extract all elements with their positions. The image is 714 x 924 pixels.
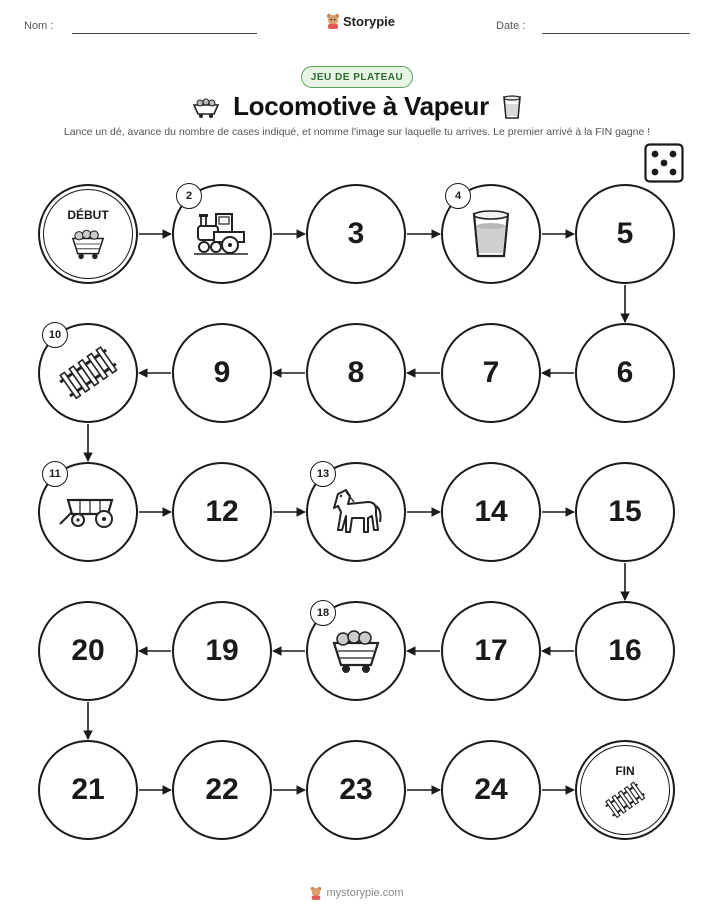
locomotive-icon bbox=[190, 202, 254, 266]
board-space-21[interactable] bbox=[38, 740, 138, 840]
space-number-badge: 2 bbox=[176, 183, 202, 209]
category-badge: JEU DE PLATEAU bbox=[301, 66, 413, 88]
brand-name: Storypie bbox=[343, 13, 396, 29]
horse-icon bbox=[324, 480, 388, 544]
board-space-24[interactable] bbox=[441, 740, 541, 840]
board-space-8[interactable] bbox=[306, 323, 406, 423]
space-number-badge: 4 bbox=[445, 183, 471, 209]
rail-track-icon bbox=[603, 778, 647, 822]
coal-cart-icon bbox=[191, 96, 221, 118]
board-space-15[interactable] bbox=[575, 462, 675, 562]
space-number: 20 bbox=[71, 634, 105, 667]
board-space-18[interactable] bbox=[306, 601, 406, 701]
space-number-badge: 18 bbox=[310, 600, 336, 626]
space-number: 7 bbox=[482, 356, 500, 389]
space-number: 15 bbox=[608, 495, 642, 528]
space-number: 14 bbox=[474, 495, 508, 528]
water-cup-icon bbox=[459, 202, 523, 266]
space-number: 22 bbox=[205, 773, 239, 806]
brand-logo bbox=[326, 13, 395, 29]
space-number-badge: 13 bbox=[310, 461, 336, 487]
board-space-23[interactable] bbox=[306, 740, 406, 840]
dice-five-icon bbox=[644, 143, 684, 183]
board-space-19[interactable] bbox=[172, 601, 272, 701]
board-space-13[interactable] bbox=[306, 462, 406, 562]
board-space-1[interactable] bbox=[38, 184, 138, 284]
space-number: 21 bbox=[71, 773, 105, 806]
space-number: 24 bbox=[474, 773, 508, 806]
space-number-badge: 10 bbox=[42, 322, 68, 348]
board-space-12[interactable] bbox=[172, 462, 272, 562]
space-number: 12 bbox=[205, 495, 239, 528]
name-label: Nom : bbox=[24, 20, 54, 32]
wagon-icon bbox=[56, 480, 120, 544]
board-space-4[interactable] bbox=[441, 184, 541, 284]
rail-track-icon bbox=[56, 341, 120, 405]
bear-icon bbox=[310, 886, 322, 900]
space-number: 6 bbox=[616, 356, 634, 389]
board-space-9[interactable] bbox=[172, 323, 272, 423]
board-space-6[interactable] bbox=[575, 323, 675, 423]
space-number: 19 bbox=[205, 634, 239, 667]
space-number: 5 bbox=[616, 217, 634, 250]
space-number-badge: 11 bbox=[42, 461, 68, 487]
instructions: Lance un dé, avance du nombre de cases indiqué, et nomme l'image sur laquelle tu arrives. Le premier arrivé à la FIN gagne ! bbox=[63, 126, 651, 138]
board-space-17[interactable] bbox=[441, 601, 541, 701]
name-line[interactable] bbox=[72, 33, 257, 34]
space-number: 16 bbox=[608, 634, 642, 667]
space-label: FIN bbox=[615, 764, 635, 778]
space-number: 9 bbox=[213, 356, 231, 389]
space-number: 8 bbox=[347, 356, 365, 389]
board-space-2[interactable] bbox=[172, 184, 272, 284]
space-label: DÉBUT bbox=[67, 208, 109, 222]
title-row bbox=[0, 91, 714, 122]
footer-url[interactable]: mystorypie.com bbox=[326, 887, 404, 899]
board-space-10[interactable] bbox=[38, 323, 138, 423]
board-space-22[interactable] bbox=[172, 740, 272, 840]
board-space-20[interactable] bbox=[38, 601, 138, 701]
board-space-11[interactable] bbox=[38, 462, 138, 562]
space-number: 3 bbox=[347, 217, 365, 250]
water-cup-icon bbox=[501, 94, 523, 120]
date-label: Date : bbox=[496, 20, 526, 32]
space-number: 17 bbox=[474, 634, 508, 667]
space-number: 23 bbox=[339, 773, 373, 806]
coal-cart-icon bbox=[324, 619, 388, 683]
board-space-3[interactable] bbox=[306, 184, 406, 284]
board-space-7[interactable] bbox=[441, 323, 541, 423]
board-space-25[interactable] bbox=[575, 740, 675, 840]
page-title: Locomotive à Vapeur bbox=[233, 91, 489, 121]
coal-cart-icon bbox=[66, 222, 110, 266]
date-line[interactable] bbox=[542, 33, 690, 34]
board-space-14[interactable] bbox=[441, 462, 541, 562]
bear-icon bbox=[326, 13, 340, 29]
board-space-16[interactable] bbox=[575, 601, 675, 701]
footer bbox=[0, 886, 714, 900]
board-space-5[interactable] bbox=[575, 184, 675, 284]
